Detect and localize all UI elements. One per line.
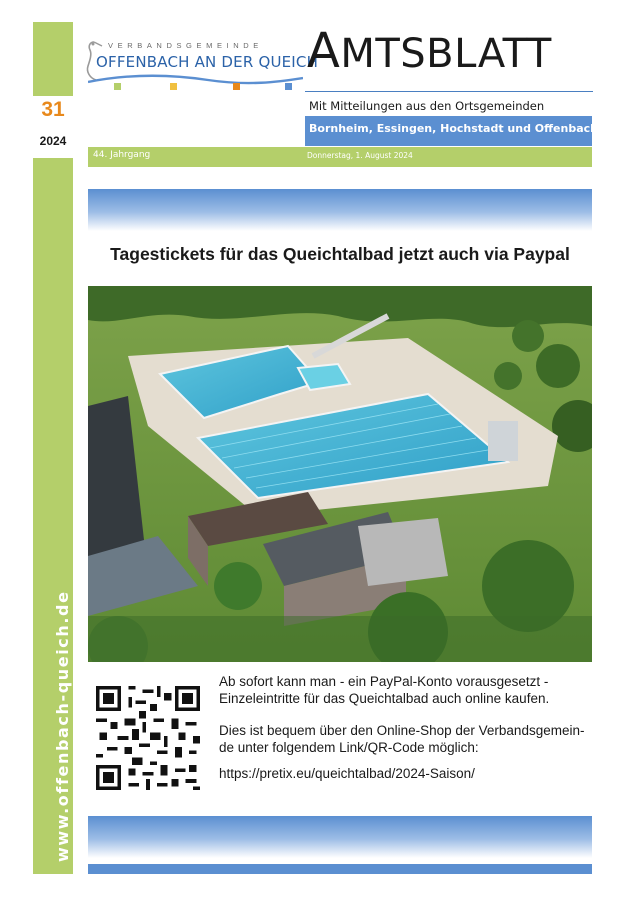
qr-code-icon[interactable] (96, 686, 200, 790)
paragraph-line: Dies ist bequem über den Online-Shop der Verbandsgemein- (219, 723, 585, 738)
communities: Bornheim, Essingen, Hochstadt und Offenbach (309, 122, 598, 135)
paragraph-line: de unter folgendem Link/QR-Code möglich: (219, 740, 479, 755)
article-headline: Tagestickets für das Queichtalbad jetzt auch via Paypal (110, 244, 570, 264)
article-paragraph-2 (219, 722, 599, 756)
website-url[interactable]: www.offenbach-queich.de (53, 590, 72, 862)
volume: 44. Jahrgang (93, 150, 151, 160)
issue-year: 2024 (39, 134, 67, 148)
decorative-gradient-bottom (88, 816, 592, 858)
paragraph-line: Ab sofort kann man - ein PayPal-Konto vorausgesetzt - (219, 674, 549, 689)
article-paragraph-1 (219, 673, 599, 707)
masthead-title: AMTSBLATT (307, 23, 552, 79)
decorative-gradient-top (88, 189, 592, 231)
logo-subtitle: VERBANDSGEMEINDE (108, 41, 263, 50)
title-rule (305, 91, 593, 92)
bottom-rule (88, 864, 592, 874)
aerial-pool-photo (88, 286, 592, 662)
header-white-area (88, 96, 305, 146)
logo-name: OFFENBACH AN DER QUEICH (96, 53, 319, 71)
issue-number: 31 (41, 98, 65, 121)
issue-date: Donnerstag, 1. August 2024 (307, 151, 413, 160)
logo-wave-icon (88, 72, 303, 96)
subtitle: Mit Mitteilungen aus den Ortsgemeinden (309, 99, 545, 113)
paragraph-line: Einzeleintritte für das Queichtalbad auch online kaufen. (219, 691, 550, 706)
shop-link[interactable]: https://pretix.eu/queichtalbad/2024-Saison/ (219, 766, 475, 781)
